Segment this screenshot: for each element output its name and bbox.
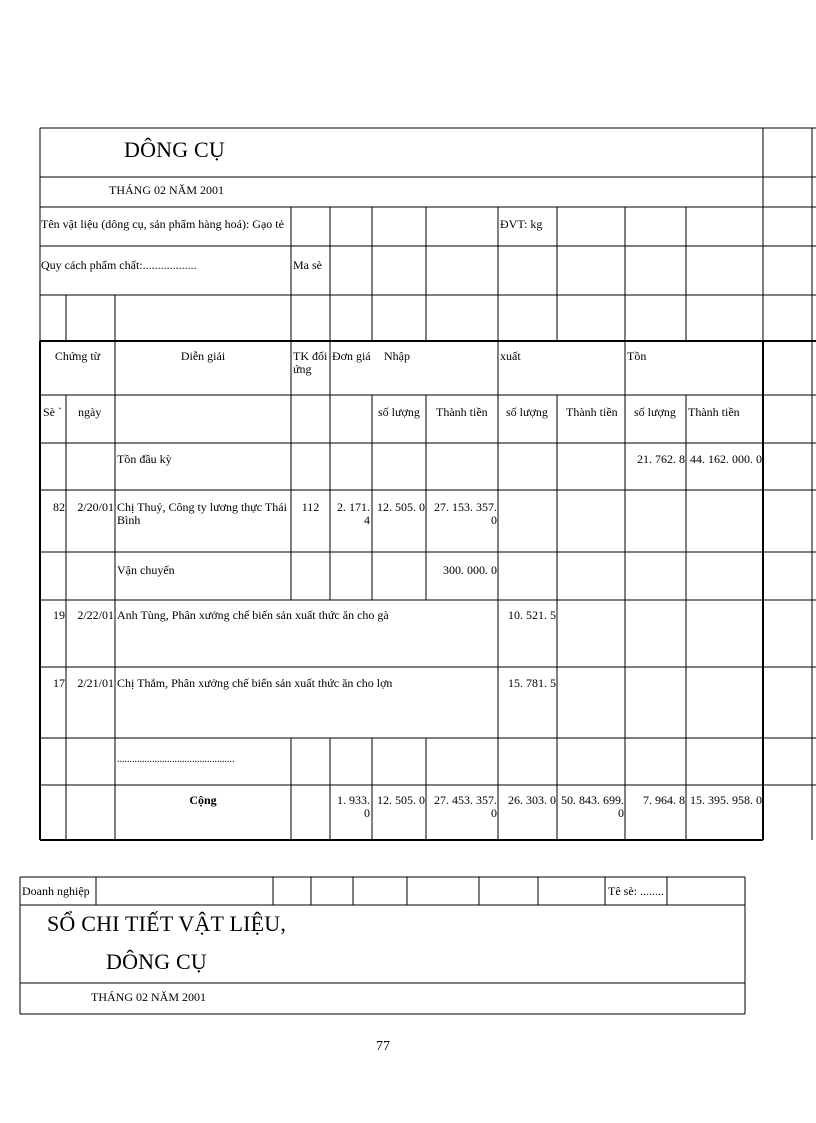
header-balance-qty: số lượng <box>634 405 676 419</box>
header-export-amount: Thành tiền <box>566 405 618 419</box>
total-export-amount: 50. 843. 699. 0 <box>561 793 624 820</box>
top-title: DÔNG CỤ <box>124 137 226 162</box>
total-label: Cộng <box>189 793 217 807</box>
row-import-amount: 27. 153. 357. 0 <box>434 500 497 527</box>
row-description: ............................................... <box>117 754 235 765</box>
header-account: TK đối ứng <box>293 349 328 376</box>
total-unit-price: 1. 933. 0 <box>337 793 370 820</box>
total-balance-amount: 15. 395. 958. 0 <box>690 793 762 807</box>
header-import-qty: số lượng <box>378 405 420 419</box>
bottom-month: THÁNG 02 NĂM 2001 <box>91 990 206 1004</box>
row-account: 112 <box>301 500 320 514</box>
row-number: 82 <box>53 500 65 514</box>
header-export: xuất <box>500 349 521 363</box>
row-number: 17 <box>53 676 65 690</box>
row-import-amount: 300. 000. 0 <box>443 563 497 577</box>
row-balance-amount: 44. 162. 000. 0 <box>690 452 762 466</box>
row-description: Vận chuyển <box>117 563 175 577</box>
row-import-qty: 12. 505. 0 <box>377 500 425 514</box>
row-unit-price: 2. 171. 4 <box>337 500 370 527</box>
ledger-title-line2: DÔNG CỤ <box>106 949 208 974</box>
header-export-qty: số lượng <box>506 405 548 419</box>
total-balance-qty: 7. 964. 8 <box>643 793 685 807</box>
header-import-amount: Thành tiền <box>436 405 488 419</box>
row-date: 2/22/01 <box>77 608 114 622</box>
header-balance-amount: Thành tiền <box>688 405 740 419</box>
row-date: 2/21/01 <box>77 676 114 690</box>
ledger-title-line1: SỔ CHI TIẾT VẬT LIỆU, <box>47 911 287 936</box>
header-balance: Tồn <box>627 349 647 363</box>
row-export-qty: 10. 521. 5 <box>508 608 556 622</box>
header-import: Nhập <box>384 349 410 363</box>
company-label: Doanh nghiệp <box>22 884 90 898</box>
row-description: Chị Thắm, Phân xưởng chế biến sản xuất thức ăn cho lợn <box>117 676 393 690</box>
row-description: Anh Tùng, Phân xưởng chế biến sản xuất thức ăn cho gà <box>117 608 389 622</box>
header-voucher: Chứng từ <box>54 349 101 363</box>
total-import-qty: 12. 505. 0 <box>377 793 425 807</box>
document-number: Tê sè: ........ <box>608 884 664 898</box>
row-date: 2/20/01 <box>77 500 114 514</box>
row-description: Chị Thuỷ, Công ty lương thực Thái Bình <box>117 500 287 527</box>
header-number: Sè ` <box>43 405 62 419</box>
material-name: Tên vật liệu (dông cụ, sản phẩm hàng hoá): Gạo tẻ <box>41 217 284 231</box>
row-export-qty: 15. 781. 5 <box>508 676 556 690</box>
total-export-qty: 26. 303. 0 <box>508 793 556 807</box>
total-import-amount: 27. 453. 357. 0 <box>434 793 497 820</box>
header-unit-price: Đơn giá <box>332 349 371 363</box>
top-month: THÁNG 02 NĂM 2001 <box>109 183 224 197</box>
code-label: Ma sè <box>293 258 322 272</box>
row-balance-qty: 21. 762. 8 <box>637 452 685 466</box>
row-number: 19 <box>53 608 65 622</box>
page-number: 77 <box>376 1039 390 1054</box>
header-date: ngày <box>78 405 102 419</box>
unit-label: ĐVT: kg <box>500 217 543 231</box>
row-description: Tồn đầu kỳ <box>117 452 172 466</box>
header-description: Diễn giải <box>180 349 226 363</box>
spec-label: Quy cách phẩm chất:.................. <box>41 258 197 272</box>
